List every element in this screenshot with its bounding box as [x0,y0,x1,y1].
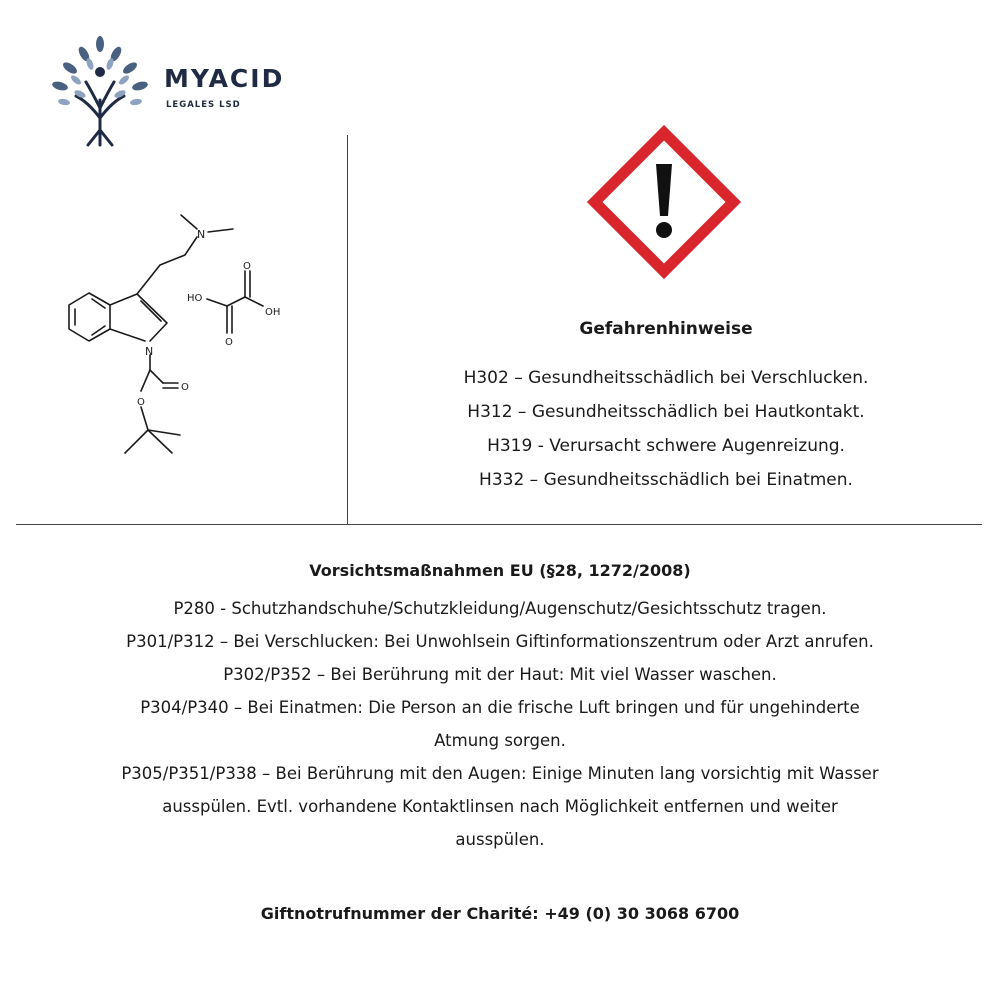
precaution-line: P302/P352 – Bei Berührung mit der Haut: Mit viel Wasser waschen. [223,665,777,684]
precaution-line: P305/P351/P338 – Bei Berührung mit den Augen: Einige Minuten lang vorsichtig mit Wasser [121,764,879,783]
amine-nitrogen-label: N [197,228,206,241]
brand-logo [40,30,300,150]
horizontal-divider [16,524,982,525]
hazard-statement: H332 – Gesundheitsschädlich bei Einatmen. [479,470,853,490]
ester-oxygen-label: O [137,397,145,408]
hazard-statement: H312 – Gesundheitsschädlich bei Hautkontakt. [467,402,865,422]
hazard-statement: H319 - Verursacht schwere Augenreizung. [487,436,845,456]
hazard-statements [360,316,972,497]
precaution-line: P301/P312 – Bei Verschlucken: Bei Unwohlsein Giftinformationszentrum oder Arzt anrufen. [126,632,874,651]
oxygen-top-label: O [243,261,251,272]
emergency-number: Giftnotrufnummer der Charité: +49 (0) 30 3068 6700 [260,904,740,923]
oxygen-bottom-label: O [225,337,233,348]
precaution-line: Atmung sorgen. [434,731,566,750]
hydroxyl-left-label: HO [187,293,203,304]
exclamation-mark-icon [586,124,742,280]
brand-name: MYACID [164,64,285,93]
precaution-line: ausspülen. [455,830,545,849]
vertical-divider [347,135,348,525]
indole-nitrogen-label: N [145,345,154,358]
precaution-line: P304/P340 – Bei Einatmen: Die Person an die frische Luft bringen und für ungehinderte [140,698,860,717]
tree-logo-icon [40,30,160,150]
hazard-title: Gefahrenhinweise [579,319,753,339]
brand-subtitle: LEGALES LSD [166,100,241,110]
precaution-statements [20,556,980,856]
hydroxyl-right-label: OH [265,307,281,318]
precaution-line: ausspülen. Evtl. vorhandene Kontaktlinsen nach Möglichkeit entfernen und weiter [162,797,838,816]
precaution-line: P280 - Schutzhandschuhe/Schutzkleidung/Augenschutz/Gesichtsschutz tragen. [173,599,827,618]
precaution-title: Vorsichtsmaßnahmen EU (§28, 1272/2008) [309,561,691,580]
carbonyl-oxygen-label: O [181,382,189,393]
hazard-statement: H302 – Gesundheitsschädlich bei Verschlucken. [463,368,869,388]
chemical-structure-diagram [55,195,305,465]
